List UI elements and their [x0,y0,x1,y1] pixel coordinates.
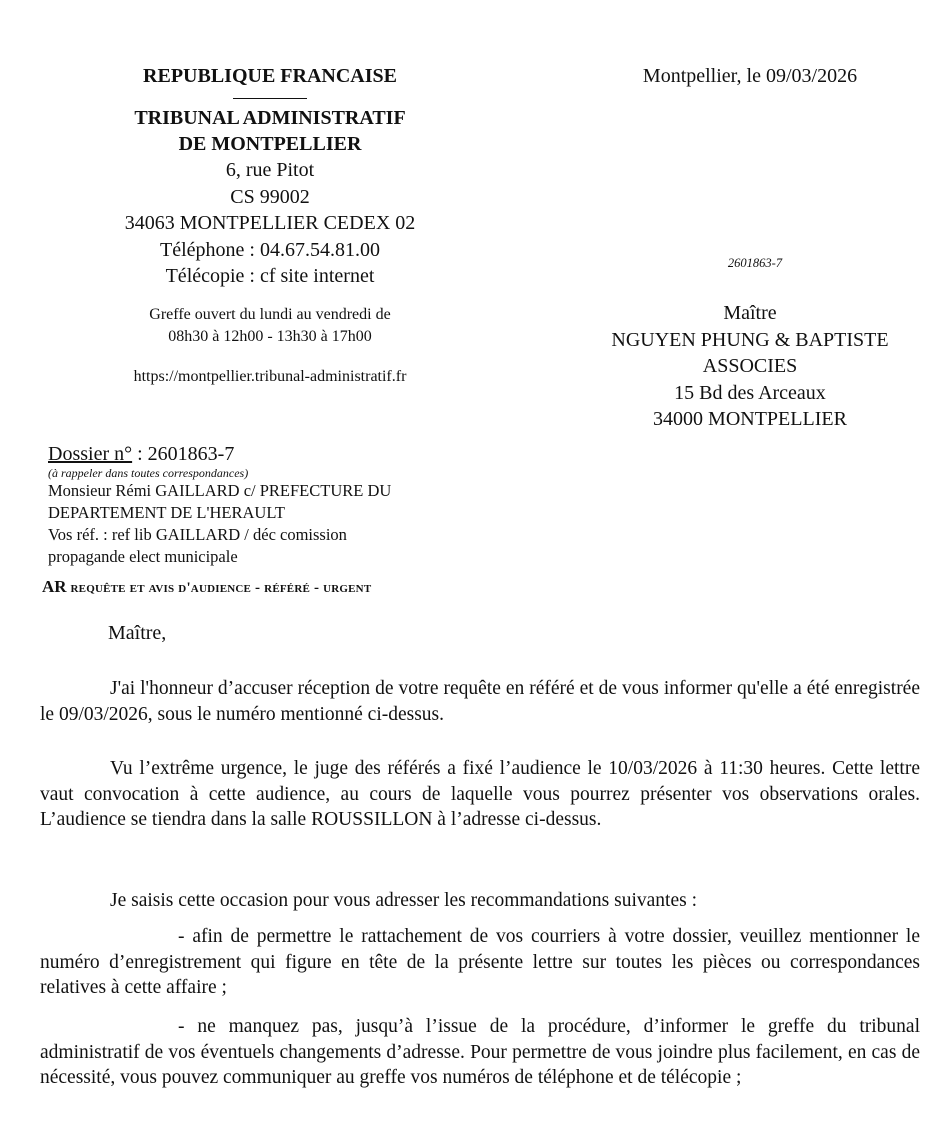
dossier-number-line [48,442,508,466]
letter-date: Montpellier, le 09/03/2026 [642,65,858,87]
court-address-line2: CS 99002 [230,185,310,208]
recipient-block [580,300,920,433]
recipient-line4: 34000 MONTPELLIER [653,408,847,430]
paragraph-hearing: Vu l’extrême urgence, le juge des référés a fixé l’audience le 10/03/2026 à 11:30 heures. Cette lettre vaut convocation à cette audience, au cours de laquelle vous pourrez présenter vos observations orales. L’audience se tiendra dans la salle ROUSSILLON à l’adresse ci-dessus. [40,758,920,830]
reference-number: 2601863-7 [727,256,783,270]
header-divider [233,98,307,99]
recommendation-item-1: - afin de permettre le rattachement de vos courriers à votre dossier, veuillez mentionner le numéro d’enregistrement qui figure en tête de la présente lettre sur toutes les pièces ou correspondances relatives à cette affaire ; [40,926,920,998]
republic-heading: REPUBLIQUE FRANCAISE [143,65,397,87]
office-hours-line1: Greffe ouvert du lundi au vendredi de [149,305,391,323]
court-phone: Téléphone : 04.67.54.81.00 [160,238,380,261]
dossier-label: Dossier n° [48,443,133,465]
court-name-line2: DE MONTPELLIER [178,133,362,155]
refs-line1: Vos réf. : ref lib GAILLARD / déc comission [48,525,347,544]
subject-text: requête et avis d'audience - référé - urgent [66,580,372,596]
subject-line [42,578,371,597]
dossier-note: (à rappeler dans toutes correspondances) [48,466,249,480]
refs-line2: propagande elect municipale [48,547,238,566]
salutation: Maître, [108,622,167,644]
recipient-line1: NGUYEN PHUNG & BAPTISTE [611,328,889,351]
subject-prefix: AR [42,577,67,596]
paragraph-recommendations-intro: Je saisis cette occasion pour vous adresser les recommandations suivantes : [110,890,698,911]
parties-line1: Monsieur Rémi GAILLARD c/ PREFECTURE DU [48,481,392,500]
parties-line2: DEPARTEMENT DE L'HERAULT [48,503,285,522]
court-address-line1: 6, rue Pitot [225,159,315,181]
court-name-line1: TRIBUNAL ADMINISTRATIF [134,107,406,129]
recipient-line3: 15 Bd des Arceaux [674,381,826,404]
court-website: https://montpellier.tribunal-administratif.fr [133,367,407,385]
recipient-title: Maître [723,302,777,324]
recommendation-item-2: - ne manquez pas, jusqu’à l’issue de la procédure, d’informer le greffe du tribunal administratif de vos éventuels changements d’adresse. Pour permettre de vous joindre plus facilement, en cas de nécessité, vous pouvez communiquer au greffe vos numéros de téléphone et de télécopie ; [40,1016,920,1088]
court-header [40,64,500,388]
office-hours-line2: 08h30 à 12h00 - 13h30 à 17h00 [168,327,372,345]
dossier-number: : 2601863-7 [132,443,235,465]
court-fax: Télécopie : cf site internet [165,265,375,287]
paragraph-acknowledgement: J'ai l'honneur d’accuser réception de votre requête en référé et de vous informer qu'elle a été enregistrée le 09/03/2026, sous le numéro mentionné ci-dessus. [40,678,920,725]
dossier-block [48,442,508,568]
court-address-line3: 34063 MONTPELLIER CEDEX 02 [124,212,416,234]
recipient-line2: ASSOCIES [702,355,798,377]
